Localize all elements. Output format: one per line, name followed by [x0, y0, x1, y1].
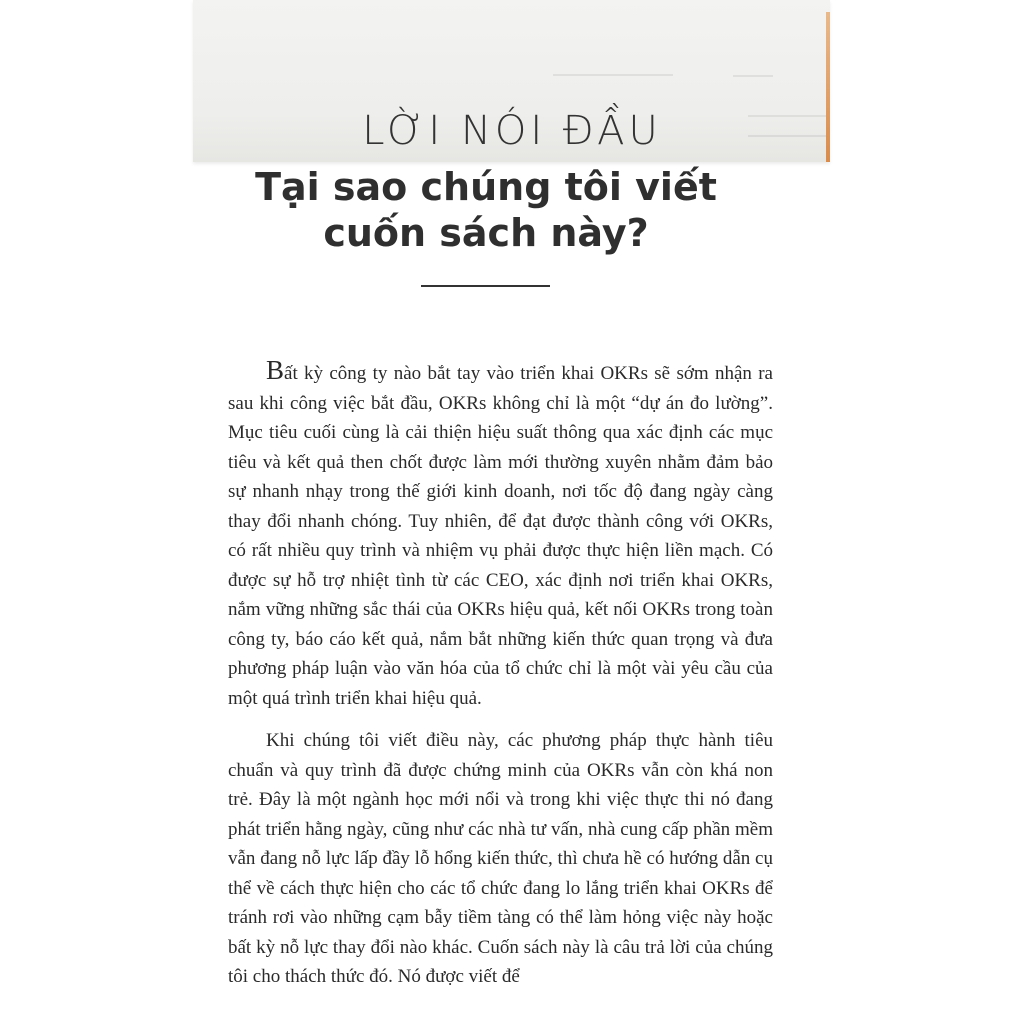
faint-text-line — [553, 74, 673, 76]
initial-letter: B — [266, 355, 285, 385]
title-divider — [421, 285, 550, 287]
faint-text-line — [733, 75, 773, 77]
chapter-label: LỜI NÓI ĐẦU — [362, 108, 662, 154]
paragraph-2: Khi chúng tôi viết điều này, các phương pháp thực hành tiêu chuẩn và quy trình đã được chứng minh của OKRs vẫn còn khá non trẻ. Đây là một ngành học mới nổi và trong khi việc thực thi nó đang phát triển hằng ngày, cũng như các nhà tư vấn, nhà cung cấp phần mềm vẫn đang nỗ lực lấp đầy lỗ hổng kiến thức, thì chưa hề có hướng dẫn cụ thể về cách thực hiện cho các tổ chức đang lo lắng triển khai OKRs để tránh rơi vào những cạm bẫy tiềm tàng có thể làm hỏng việc này hoặc bất kỳ nỗ lực thay đổi nào khác. Cuốn sách này là câu trả lời của chúng tôi cho thách thức đó. Nó được viết để — [228, 730, 773, 987]
paragraph-1 — [228, 356, 773, 713]
paragraph-1-text: ất kỳ công ty nào bắt tay vào triển khai OKRs sẽ sớm nhận ra sau khi công việc bắt đầu, OKRs không chỉ là một “dự án đo lường”. Mục tiêu cuối cùng là cải thiện hiệu suất thông qua xác định các mục tiêu và kết quả then chốt được làm mới thường xuyên nhằm đảm bảo sự nhanh nhạy trong thế giới kinh doanh, nơi tốc độ đang ngày càng thay đổi nhanh chóng. Tuy nhiên, để đạt được thành công với OKRs, có rất nhiều quy trình và nhiệm vụ phải được thực hiện liền mạch. Có được sự hỗ trợ nhiệt tình từ các CEO, xác định nơi triển khai OKRs, nắm vững những sắc thái của OKRs hiệu quả, kết nối OKRs trong toàn công ty, báo cáo kết quả, nắm bắt những kiến thức quan trọng và đưa phương pháp luận vào văn hóa của tổ chức chỉ là một vài yêu cầu của một quá trình triển khai hiệu quả. — [228, 363, 773, 709]
chapter-title — [0, 164, 972, 256]
body-text — [228, 356, 773, 1005]
chapter-title-line-1: Tại sao chúng tôi viết — [255, 165, 717, 209]
chapter-title-line-2: cuốn sách này? — [323, 211, 649, 255]
